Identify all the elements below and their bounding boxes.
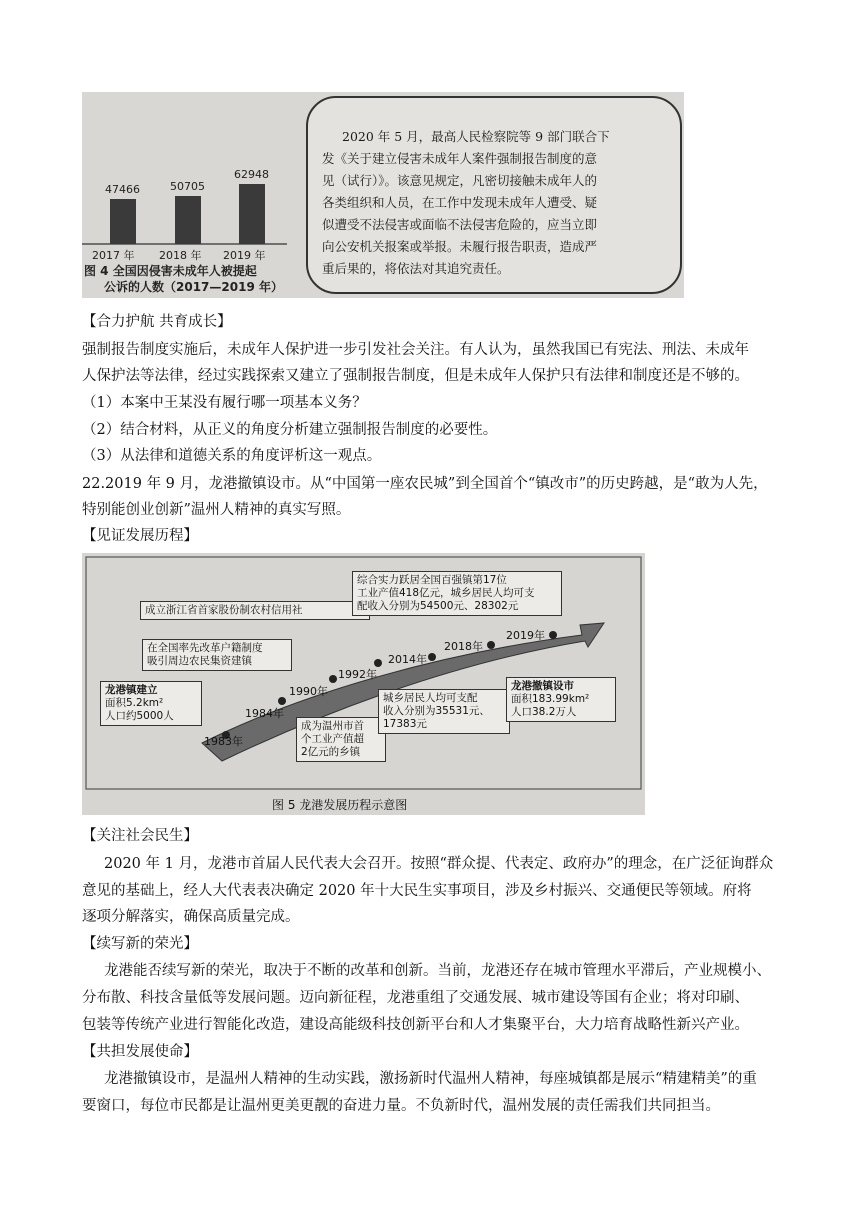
bar-value-label: 50705 <box>170 179 205 193</box>
milestone-box-2014: 城乡居民人均可支配 收入分别为35531元、 17383元 <box>378 689 510 734</box>
section-heading: 【合力护航 共育成长】 <box>82 314 232 330</box>
bar-year-label: 2019 年 <box>223 249 266 262</box>
milestone-box-1984: 成立浙江省首家股份制农村信用社 <box>140 601 370 620</box>
question-2: （2）结合材料，从正义的角度分析建立强制报告制度的必要性。 <box>82 422 498 438</box>
paragraph-line: 逐项分解落实，确保高质量完成。 <box>82 909 300 925</box>
figure-4-caption-line2: 公诉的人数（2017—2019 年） <box>104 280 283 294</box>
bar-0 <box>110 199 136 244</box>
paragraph-line: 意见的基础上，经人大代表表决确定 2020 年十大民生实事项目，涉及乡村振兴、交通便民等领域。府将 <box>82 883 752 899</box>
paragraph-line: 龙港撤镇设市，是温州人精神的生动实践，激扬新时代温州人精神，每座城镇都是展示“精建精美”的重 <box>104 1071 757 1087</box>
paragraph-line: 龙港能否续写新的荣光，取决于不断的改革和创新。当前，龙港还存在城市管理水平滞后，产业规模小、 <box>104 963 771 979</box>
bar-2 <box>239 184 265 244</box>
year-label: 1990年 <box>289 685 328 698</box>
section-heading: 【见证发展历程】 <box>82 528 198 544</box>
milestone-box-2018: 综合实力跃居全国百强镇第17位 工业产值418亿元，城乡居民人均可支 配收入分别为54500元、28302元 <box>352 571 562 616</box>
year-label: 1984年 <box>245 707 284 720</box>
callout-line: 2020 年 5 月，最高人民检察院等 9 部门联合下 <box>342 129 610 144</box>
figure-5-caption: 图 5 龙港发展历程示意图 <box>272 798 408 812</box>
section-heading: 【共担发展使命】 <box>82 1044 198 1060</box>
year-label: 1983年 <box>204 735 243 748</box>
year-label: 2014年 <box>388 653 427 666</box>
callout-line: 向公安机关报案或举报。未履行报告职责，造成严 <box>322 239 598 254</box>
bar-year-label: 2018 年 <box>159 249 202 262</box>
paragraph-line: 分布散、科技含量低等发展问题。迈向新征程，龙港重组了交通发展、城市建设等国有企业；将对印刷、 <box>82 990 749 1006</box>
figure-4-photo <box>82 92 684 298</box>
callout-line: 各类组织和人员，在工作中发现未成年人遭受、疑 <box>322 195 598 210</box>
question-22-line: 22.2019 年 9 月，龙港撤镇设市。从“中国第一座农民城”到全国首个“镇改市”的历史跨越，是“敢为人先， <box>82 476 768 492</box>
callout-line: 见（试行）》。该意见规定，凡密切接触未成年人的 <box>322 173 598 188</box>
year-label: 2019年 <box>506 629 545 642</box>
timeline-point-1984 <box>278 697 286 705</box>
milestone-box-2019: 龙港撤镇设市 面积183.99km² 人口38.2万人 <box>506 677 616 722</box>
paragraph-line: 人保护法等法律，经过实践探索又建立了强制报告制度，但是未成年人保护只有法律和制度还是不够的。 <box>82 368 749 384</box>
callout-line: 似遭受不法侵害或面临不法侵害危险的，应当立即 <box>322 217 598 232</box>
figure-5-photo <box>82 553 645 815</box>
bar-year-label: 2017 年 <box>92 249 135 262</box>
question-1: （1）本案中王某没有履行哪一项基本义务？ <box>82 395 367 411</box>
timeline-point-2014 <box>428 653 436 661</box>
callout-line: 重后果的，将依法对其追究责任。 <box>322 261 510 276</box>
callout-line: 发《关于建立侵害未成年人案件强制报告制度的意 <box>322 151 598 166</box>
milestone-box-1983: 龙港镇建立 面积5.2km² 人口约5000人 <box>100 681 202 726</box>
timeline-point-2019 <box>549 631 557 639</box>
question-22-line: 特别能创业创新”温州人精神的真实写照。 <box>82 502 351 518</box>
milestone-box-1990: 在全国率先改革户籍制度 吸引周边农民集资建镇 <box>142 639 292 671</box>
paragraph-line: 2020 年 1 月，龙港市首届人民代表大会召开。按照“群众提、代表定、政府办”的理念，在广泛征询群众 <box>104 856 774 872</box>
timeline-point-2018 <box>487 641 495 649</box>
timeline-point-1990 <box>329 675 337 683</box>
bar-1 <box>175 196 201 244</box>
year-label: 2018年 <box>444 640 483 653</box>
section-heading: 【关注社会民生】 <box>82 828 198 844</box>
year-label: 1992年 <box>338 668 377 681</box>
paragraph-line: 包装等传统产业进行智能化改造，建设高能级科技创新平台和人才集聚平台，大力培育战略性新兴产业。 <box>82 1017 749 1033</box>
figure-4-callout <box>306 96 682 294</box>
question-3: （3）从法律和道德关系的角度评析这一观点。 <box>82 448 382 464</box>
section-heading: 【续写新的荣光】 <box>82 936 198 952</box>
bar-value-label: 47466 <box>105 182 140 196</box>
bar-value-label: 62948 <box>234 168 269 181</box>
milestone-box-1992: 成为温州市首 个工业产值超 2亿元的乡镇 <box>296 717 386 762</box>
paragraph-line: 要窗口，每位市民都是让温州更美更靓的奋进力量。不负新时代，温州发展的责任需我们共同担当。 <box>82 1098 720 1114</box>
paragraph-line: 强制报告制度实施后，未成年人保护进一步引发社会关注。有人认为，虽然我国已有宪法、刑法、未成年 <box>82 342 749 358</box>
figure-4-caption-line1: 图 4 全国因侵害未成年人被提起 <box>84 264 257 278</box>
